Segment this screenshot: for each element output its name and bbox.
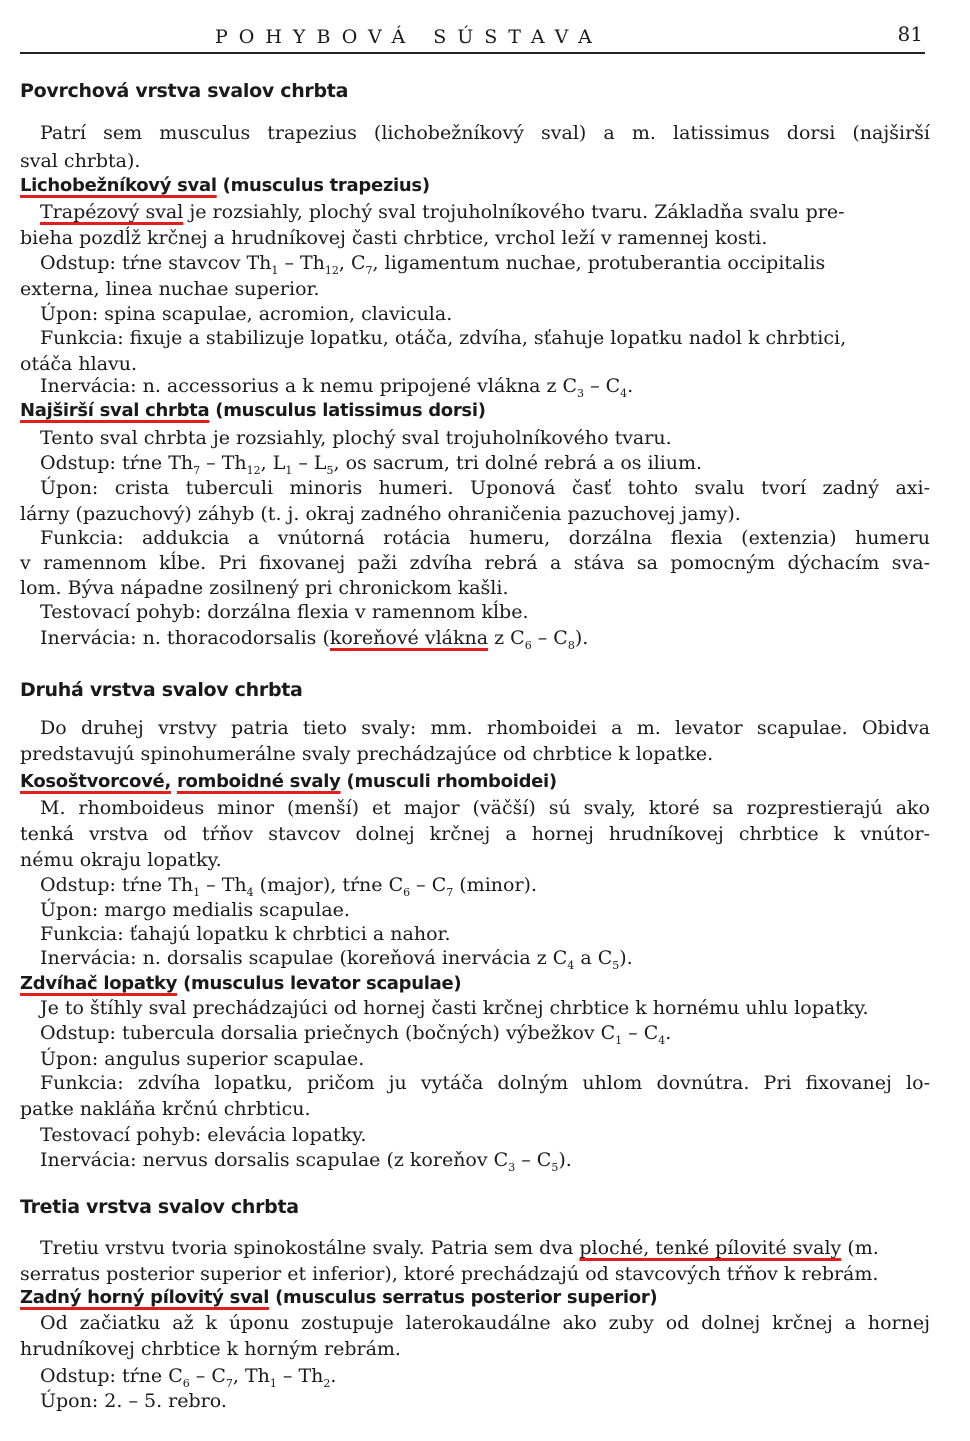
- page-number: 81: [897, 22, 923, 46]
- paragraph-line: Do druhej vrstvy patria tieto svaly: mm. rhomboidei a m. levator scapulae. Obidva: [40, 717, 930, 739]
- paragraph-line: Od začiatku až k úponu zostupuje laterokaudálne ako zuby od dolnej krčnej a hornej: [40, 1312, 930, 1334]
- paragraph-line: Tento sval chrbta je rozsiahly, plochý sval trojuholníkového tvaru.: [40, 427, 672, 449]
- section-title: Tretia vrstva svalov chrbta: [20, 1196, 299, 1218]
- heading-latin: (musculus serratus posterior superior): [275, 1287, 658, 1308]
- paragraph-line: otáča hlavu.: [20, 353, 138, 375]
- paragraph-line: tenká vrstva od tŕňov stavcov dolnej krčnej a hornej hrudníkovej chrbtice k vnútor-: [20, 823, 930, 845]
- paragraph-line: Odstup: tŕne $Th_7 - Th_{12}$, $L_1 - L_5$, os sacrum, tri dolné rebrá a os ilium.: [40, 452, 703, 477]
- paragraph-line: Je to štíhly sval prechádzajúci od hornej časti krčnej chrbtice k hornému uhlu lopatky.: [40, 997, 869, 1019]
- page-header: [20, 22, 925, 54]
- paragraph-line: v ramennom kĺbe. Pri fixovanej paži zdvíha rebrá a stáva sa pomocným dýchacím sva-: [20, 552, 930, 574]
- paragraph-line: Funkcia: fixuje a stabilizuje lopatku, otáča, zdvíha, sťahuje lopatku nadol k chrbtici,: [40, 327, 847, 349]
- paragraph-line: Inervácia: n. thoracodorsalis (koreňové vlákna z $C_6 - C_8$).: [40, 627, 589, 652]
- paragraph-line: Funkcia: addukcia a vnútorná rotácia humeru, dorzálna flexia (extenzia) humeru: [40, 527, 930, 549]
- paragraph-line: patke nakláňa krčnú chrbticu.: [20, 1098, 311, 1120]
- heading-slovak: Najširší sval chrbta: [20, 400, 210, 421]
- paragraph-line: Odstup: tŕne $Th_1 - Th_4$ (major), tŕne $C_6 - C_7$ (minor).: [40, 874, 537, 899]
- paragraph-line: Funkcia: ťahajú lopatku k chrbtici a nahor.: [40, 923, 451, 945]
- running-title: POHYBOVÁ SÚSTAVA: [215, 26, 603, 48]
- paragraph-line: hrudníkovej chrbtice k horným rebrám.: [20, 1338, 401, 1360]
- paragraph-line: Funkcia: zdvíha lopatku, pričom ju vytáča dolným uhlom dovnútra. Pri fixovanej lo-: [40, 1072, 930, 1094]
- heading-slovak: Kosoštvorcové,: [20, 771, 171, 792]
- section-title: Povrchová vrstva svalov chrbta: [20, 80, 349, 102]
- paragraph-line: Inervácia: n. accessorius a k nemu pripojené vlákna z $C_3 - C_4$.: [40, 375, 634, 400]
- heading-latin: (musculus latissimus dorsi): [215, 400, 486, 421]
- paragraph-line: predstavujú spinohumerálne svaly prechádzajúce od chrbtice k lopatke.: [20, 743, 714, 765]
- paragraph-line: Odstup: tŕne stavcov $Th_1 - Th_{12}$, $C_7$, ligamentum nuchae, protuberantia occipitalis: [40, 252, 826, 277]
- paragraph-line: Inervácia: n. dorsalis scapulae (koreňová inervácia z $C_4$ a $C_5$).: [40, 947, 633, 972]
- section-title: Druhá vrstva svalov chrbta: [20, 679, 303, 701]
- heading-latin: (musculi rhomboidei): [346, 771, 557, 792]
- paragraph-line: externa, linea nuchae superior.: [20, 278, 320, 300]
- paragraph-line: Úpon: angulus superior scapulae.: [40, 1048, 365, 1070]
- muscle-heading: [20, 771, 930, 792]
- paragraph-line: bieha pozdĺž krčnej a hrudníkovej časti chrbtice, vrchol leží v ramennej kosti.: [20, 227, 768, 249]
- muscle-heading: [20, 400, 930, 421]
- paragraph-line: Odstup: tŕne $C_6 - C_7$, $Th_1 - Th_2$.: [40, 1365, 337, 1390]
- muscle-heading: [20, 973, 930, 994]
- heading-slovak: Lichobežníkový sval: [20, 175, 217, 196]
- paragraph-line: Patrí sem musculus trapezius (lichobežníkový sval) a m. latissimus dorsi (najširší: [40, 122, 930, 144]
- paragraph-line: lárny (pazuchový) záhyb (t. j. okraj zadného ohraničenia pazuchovej jamy).: [20, 503, 741, 525]
- paragraph-line: Testovací pohyb: dorzálna flexia v ramennom kĺbe.: [40, 601, 529, 623]
- heading-latin: (musculus levator scapulae): [183, 973, 462, 994]
- heading-slovak: romboidné svaly: [176, 771, 341, 792]
- paragraph-line: Odstup: tubercula dorsalia priečnych (bočných) výbežkov $C_1 - C_4$.: [40, 1022, 672, 1047]
- heading-slovak: Zadný horný pílovitý sval: [20, 1287, 270, 1308]
- heading-latin: (musculus trapezius): [222, 175, 430, 196]
- paragraph-line: M. rhomboideus minor (menší) et major (väčší) sú svaly, ktoré sa rozprestierajú ako: [40, 797, 930, 819]
- heading-slovak: Zdvíhač lopatky: [20, 973, 178, 994]
- muscle-heading: [20, 175, 930, 196]
- paragraph-line: Úpon: spina scapulae, acromion, clavicula.: [40, 303, 453, 325]
- paragraph-line: Úpon: 2. – 5. rebro.: [40, 1390, 227, 1412]
- paragraph-line: Trapézový sval je rozsiahly, plochý sval trojuholníkového tvaru. Základňa svalu pre-: [40, 201, 845, 223]
- paragraph-line: Úpon: crista tuberculi minoris humeri. Uponová časť tohto svalu tvorí zadný axi-: [40, 477, 930, 499]
- paragraph-line: serratus posterior superior et inferior), ktoré prechádzajú od stavcových tŕňov k rebrám.: [20, 1263, 879, 1285]
- paragraph-line: Tretiu vrstvu tvoria spinokostálne svaly. Patria sem dva ploché, tenké pílovité svaly (m.: [40, 1237, 879, 1259]
- paragraph-line: Inervácia: nervus dorsalis scapulae (z koreňov $C_3 - C_5$).: [40, 1149, 572, 1174]
- paragraph-line: Testovací pohyb: elevácia lopatky.: [40, 1124, 367, 1146]
- paragraph-line: sval chrbta).: [20, 150, 141, 172]
- muscle-heading: [20, 1287, 930, 1308]
- paragraph-line: lom. Býva nápadne zosilnený pri chronickom kašli.: [20, 577, 509, 599]
- paragraph-line: nému okraju lopatky.: [20, 849, 222, 871]
- paragraph-line: Úpon: margo medialis scapulae.: [40, 899, 350, 921]
